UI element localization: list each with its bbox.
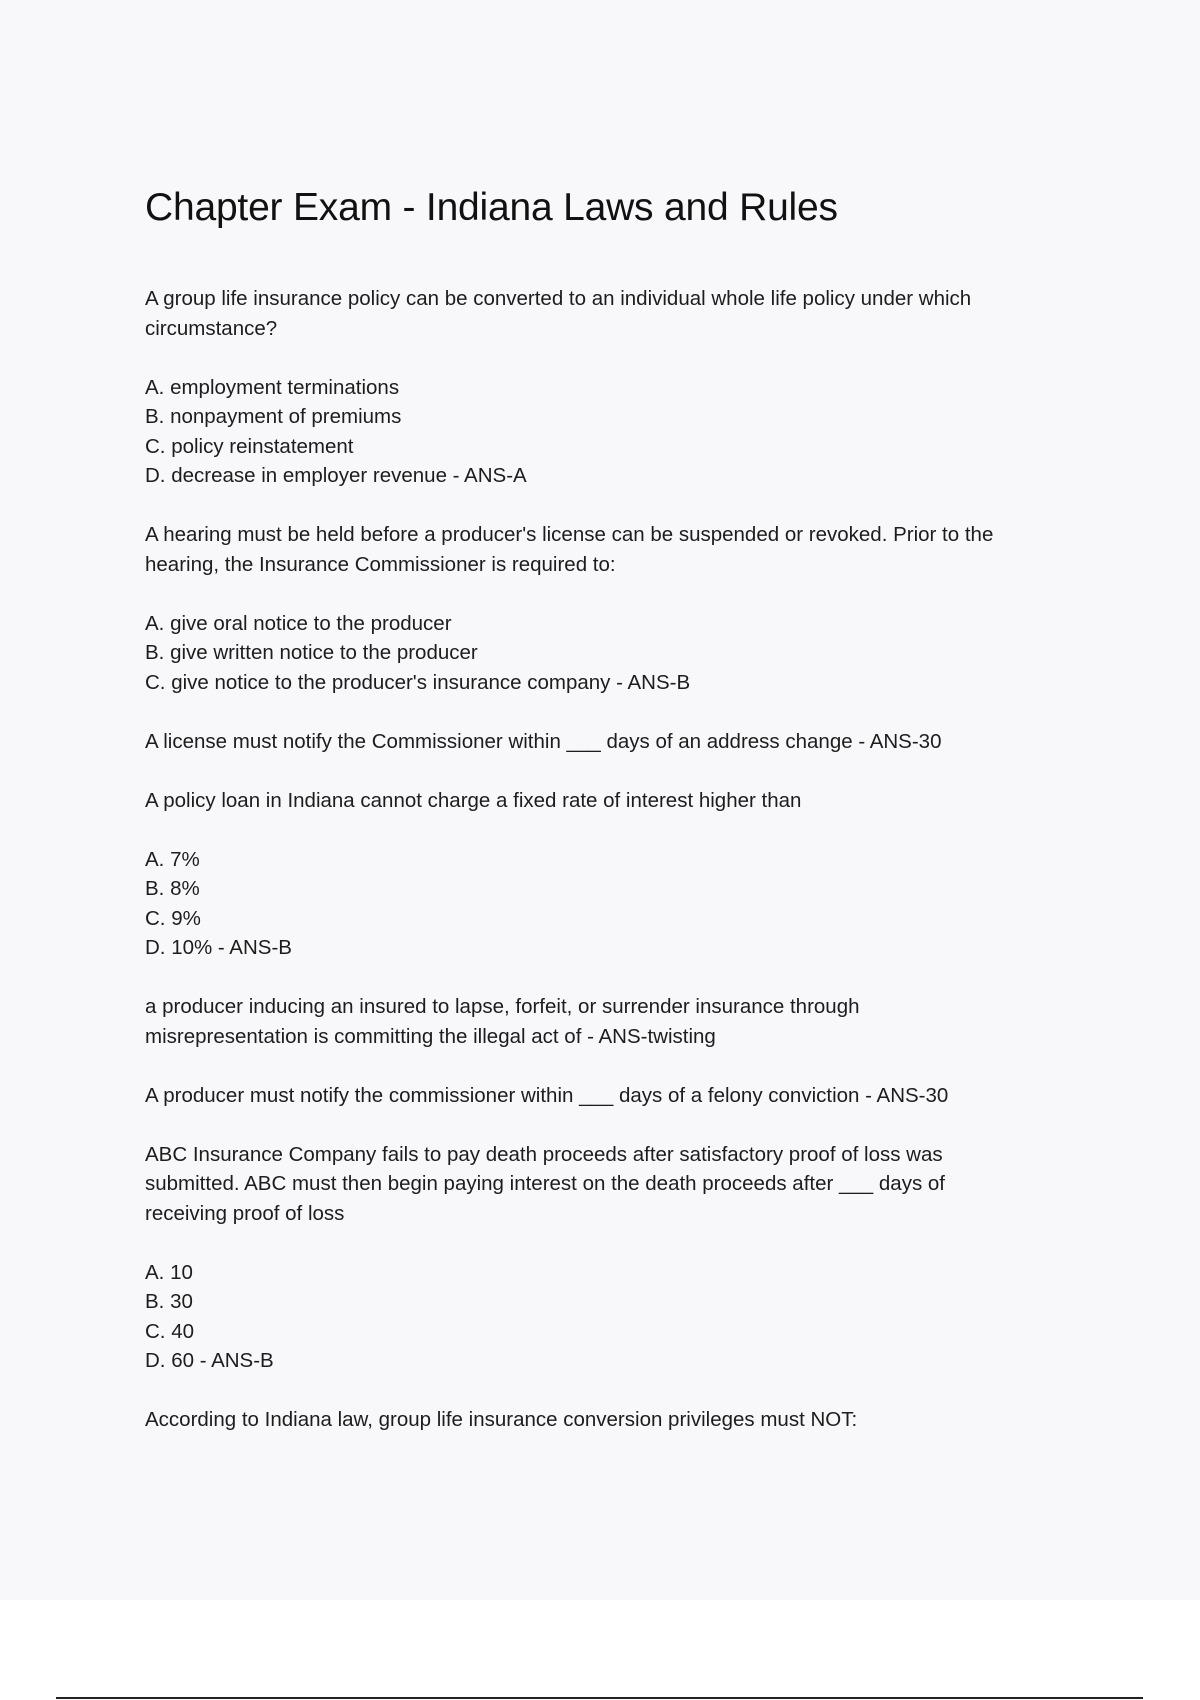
question-7-line-1: ABC Insurance Company fails to pay death proceeds after satisfactory proof of loss was (145, 1142, 943, 1166)
question-7-line-2: submitted. ABC must then begin paying interest on the death proceeds after ___ days of (145, 1172, 946, 1195)
question-1-option-d: D. decrease in employer revenue - ANS-A (145, 464, 527, 487)
question-1-line-1: A group life insurance policy can be converted to an individual whole life policy under which (145, 287, 972, 310)
question-2-option-a: A. give oral notice to the producer (145, 611, 452, 635)
question-7-option-c: C. 40 (145, 1319, 194, 1343)
question-7-option-a: A. 10 (145, 1260, 193, 1284)
question-3-line-1: A license must notify the Commissioner within ___ days of an address change - ANS-30 (145, 729, 942, 753)
question-3 (145, 727, 1085, 757)
question-1-line-2: circumstance? (145, 316, 278, 340)
question-7-option-d: D. 60 - ANS-B (145, 1349, 274, 1372)
question-1 (145, 284, 1085, 491)
question-7 (145, 1140, 1085, 1376)
question-2-option-b: B. give written notice to the producer (145, 641, 478, 664)
question-8 (145, 1405, 1085, 1435)
question-6 (145, 1081, 1085, 1111)
question-4-option-c: C. 9% (145, 906, 201, 930)
footer-divider (56, 1697, 1143, 1699)
question-7-line-3: receiving proof of loss (145, 1201, 345, 1225)
question-1-option-a: A. employment terminations (145, 375, 400, 399)
question-4-option-b: B. 8% (145, 877, 200, 900)
question-4 (145, 786, 1085, 963)
question-7-option-b: B. 30 (145, 1290, 193, 1313)
question-4-option-a: A. 7% (145, 847, 200, 871)
question-1-option-b: B. nonpayment of premiums (145, 405, 402, 428)
question-2-line-1: A hearing must be held before a producer's license can be suspended or revoked. Prior to the (145, 523, 994, 546)
question-2-line-2: hearing, the Insurance Commissioner is required to: (145, 552, 616, 576)
question-5-line-1: a producer inducing an insured to lapse, forfeit, or surrender insurance through (145, 995, 860, 1018)
question-6-line-1: A producer must notify the commissioner within ___ days of a felony conviction - ANS-30 (145, 1083, 949, 1107)
question-8-line-1: According to Indiana law, group life insurance conversion privileges must NOT: (145, 1408, 858, 1431)
question-1-option-c: C. policy reinstatement (145, 434, 354, 458)
question-5 (145, 992, 1085, 1051)
page-title: Chapter Exam - Indiana Laws and Rules (145, 186, 838, 229)
question-2-option-c: C. give notice to the producer's insurance company - ANS-B (145, 670, 691, 694)
question-4-line-1: A policy loan in Indiana cannot charge a fixed rate of interest higher than (145, 788, 802, 812)
question-4-option-d: D. 10% - ANS-B (145, 936, 292, 959)
question-2 (145, 520, 1085, 697)
question-5-line-2: misrepresentation is committing the illegal act of - ANS-twisting (145, 1024, 716, 1048)
document-content (145, 180, 1085, 1435)
